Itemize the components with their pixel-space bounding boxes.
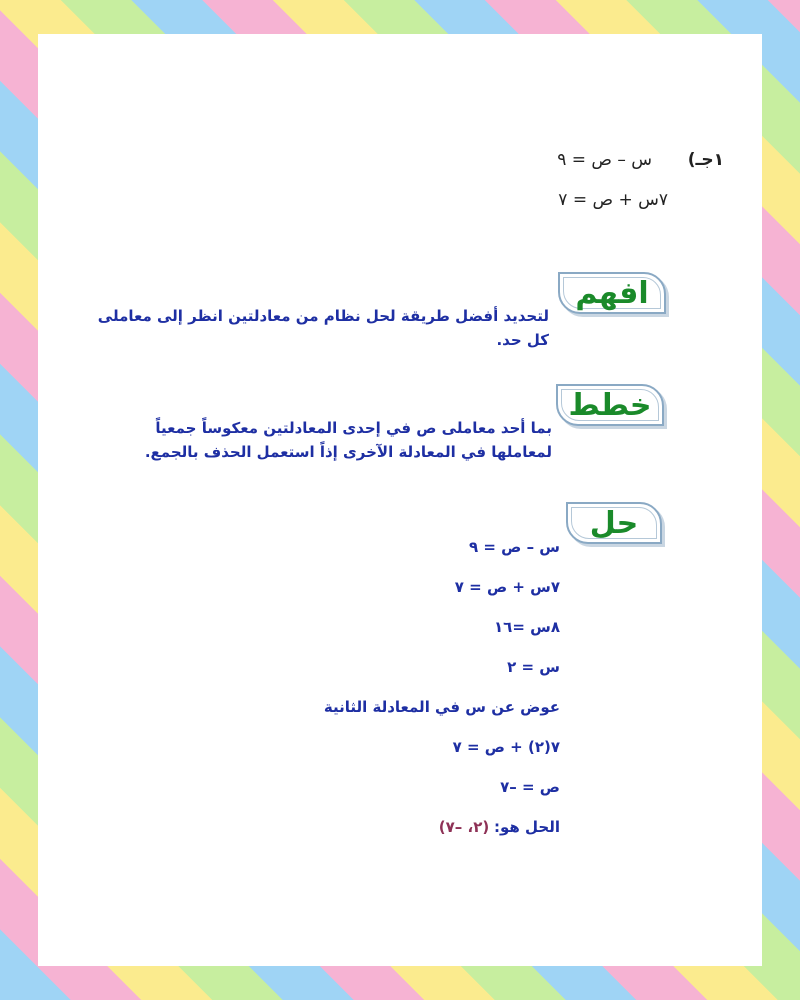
problem-equation-1: س – ص = ٩ bbox=[557, 150, 652, 170]
solve-tag-label: حل bbox=[589, 505, 639, 541]
problem-equation-2: ٧س + ص = ٧ bbox=[558, 190, 668, 210]
problem-label: ١جـ) bbox=[687, 150, 724, 170]
understand-tag-label: افهم bbox=[575, 275, 649, 311]
solve-line-6: ٧(٢) + ص = ٧ bbox=[452, 738, 560, 756]
solve-tag bbox=[566, 502, 662, 544]
solve-line-3: ٨س =١٦ bbox=[494, 618, 560, 636]
solve-line-7: ص = –٧ bbox=[500, 778, 560, 796]
solution-value: (٢، –٧) bbox=[438, 818, 490, 836]
solve-line-4: س = ٢ bbox=[507, 658, 560, 676]
plan-tag bbox=[556, 384, 664, 426]
plan-tag-label: خطط bbox=[568, 387, 652, 423]
understand-text: لتحديد أفضل طريقة لحل نظام من معادلتين انظر إلى معاملى كل حد. bbox=[97, 307, 549, 349]
solve-line-5: عوض عن س في المعادلة الثانية bbox=[323, 698, 560, 716]
solution-line bbox=[439, 818, 560, 836]
solve-line-2: ٧س + ص = ٧ bbox=[454, 578, 560, 596]
understand-tag bbox=[558, 272, 666, 314]
page bbox=[38, 34, 762, 966]
plan-text: بما أحد معاملى ص في إحدى المعادلتين معكوساً جمعياً لمعاملها في المعادلة الآخرى إذاً استعمل الحذف بالجمع. bbox=[144, 419, 552, 461]
solution-label: الحل هو: bbox=[494, 818, 560, 836]
solve-line-1: س – ص = ٩ bbox=[469, 538, 560, 556]
